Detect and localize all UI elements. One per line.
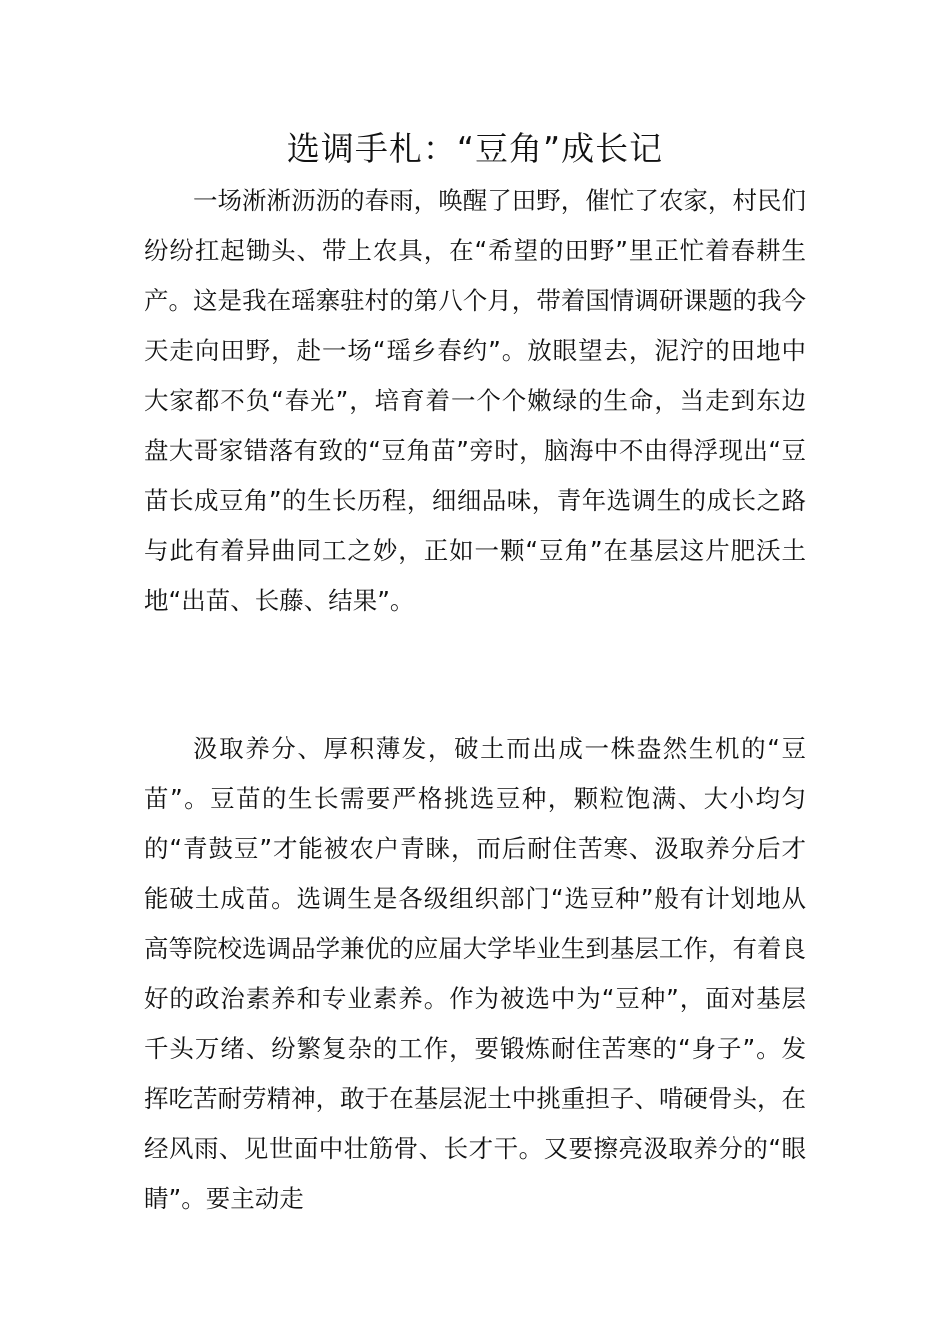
- paragraph-1: 一场淅淅沥沥的春雨，唤醒了田野，催忙了农家，村民们纷纷扛起锄头、带上农具，在“希望的田野”里正忙着春耕生产。这是我在瑶寨驻村的第八个月，带着国情调研课题的我今天走向田野，赴一场“瑶乡春约”。放眼望去，泥泞的田地中大家都不负“春光”，培育着一个个嫩绿的生命，当走到东边盘大哥家错落有致的“豆角苗”旁时，脑海中不由得浮现出“豆苗长成豆角”的生长历程，细细品味，青年选调生的成长之路与此有着异曲同工之妙，正如一颗“豆角”在基层这片肥沃土地“出苗、长藤、结果”。: [144, 186, 806, 615]
- paragraph-2: 汲取养分、厚积薄发，破土而出成一株盎然生机的“豆苗”。豆苗的生长需要严格挑选豆种，颗粒饱满、大小均匀的“青鼓豆”才能被农户青睐，而后耐住苦寒、汲取养分后才能破土成苗。选调生是各级组织部门“选豆种”般有计划地从高等院校选调品学兼优的应届大学毕业生到基层工作，有着良好的政治素养和专业素养。作为被选中为“豆种”，面对基层千头万绪、纷繁复杂的工作，要锻炼耐住苦寒的“身子”。发挥吃苦耐劳精神，敢于在基层泥土中挑重担子、啃硬骨头，在经风雨、见世面中壮筋骨、长才干。又要擦亮汲取养分的“眼睛”。要主动走: [144, 734, 806, 1213]
- document-title: 选调手札：“豆角”成长记: [286, 129, 664, 168]
